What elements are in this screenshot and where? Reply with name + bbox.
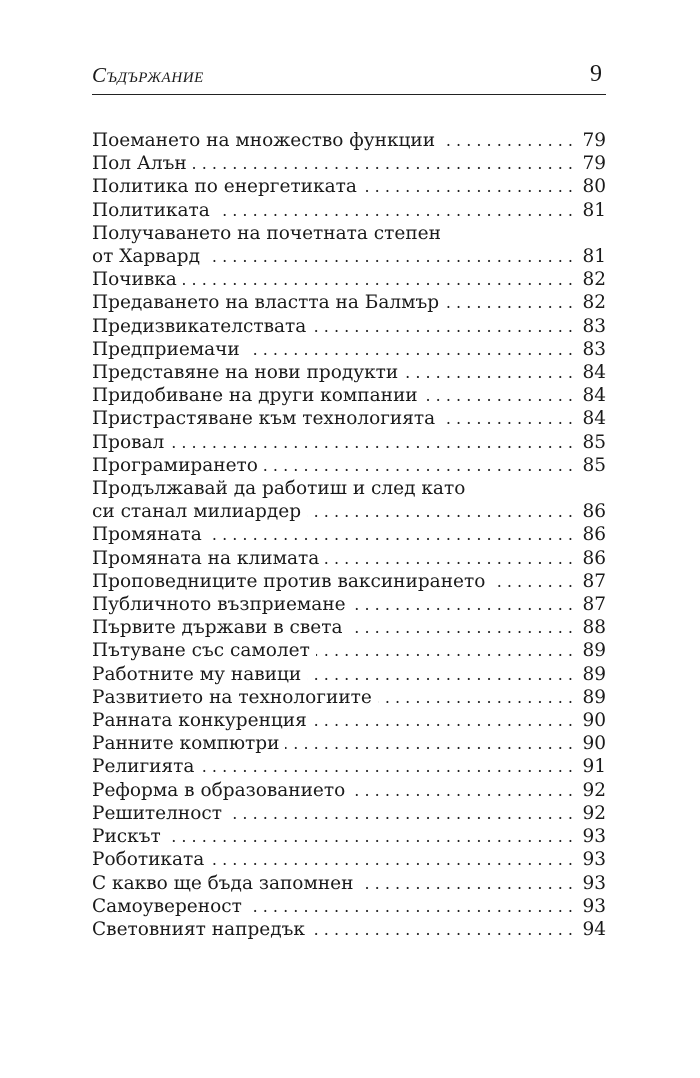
toc-entry bbox=[92, 477, 606, 523]
toc-entry-title: Пол Алън bbox=[92, 152, 193, 175]
toc-entry-page: 90 bbox=[582, 710, 606, 732]
toc-entry-title: Провал bbox=[92, 431, 170, 454]
toc-entry-line bbox=[92, 872, 606, 895]
toc-entry-line bbox=[92, 129, 606, 152]
toc-entry-page: 86 bbox=[582, 524, 606, 546]
toc-entry-title-line: Получаването на почетната степен bbox=[92, 222, 441, 244]
toc-entry bbox=[92, 222, 606, 268]
toc-entry bbox=[92, 848, 606, 871]
toc-entry-title: Рискът bbox=[92, 825, 167, 848]
dot-leader bbox=[208, 523, 573, 546]
dot-leader bbox=[311, 918, 573, 941]
toc-entry-line bbox=[92, 779, 606, 802]
toc-entry bbox=[92, 175, 606, 198]
toc-entry bbox=[92, 454, 606, 477]
toc-entry bbox=[92, 593, 606, 616]
toc-entry-title: Роботиката bbox=[92, 848, 210, 871]
toc-entry-page: 89 bbox=[582, 663, 606, 685]
toc-entry-page: 80 bbox=[582, 176, 606, 198]
toc-entry-page: 86 bbox=[582, 501, 606, 523]
dot-leader bbox=[316, 639, 573, 662]
toc-entry-line bbox=[92, 407, 606, 430]
toc-entry-page: 90 bbox=[582, 733, 606, 755]
toc-entry-line bbox=[92, 291, 606, 314]
dot-leader bbox=[313, 709, 573, 732]
dot-leader bbox=[441, 129, 573, 152]
toc-entry-title: Религията bbox=[92, 755, 200, 778]
dot-leader bbox=[210, 848, 573, 871]
toc-entry-title: Първите държави в света bbox=[92, 616, 349, 639]
toc-entry-title: Пътуване със самолет bbox=[92, 639, 316, 662]
toc-entry-page: 93 bbox=[582, 872, 606, 894]
dot-leader bbox=[264, 454, 573, 477]
toc-entry-page: 92 bbox=[582, 779, 606, 801]
page-number: 9 bbox=[590, 61, 602, 87]
toc-entry bbox=[92, 755, 606, 778]
toc-entry-page: 87 bbox=[582, 570, 606, 592]
toc-entry bbox=[92, 338, 606, 361]
dot-leader bbox=[441, 407, 573, 430]
toc-entry bbox=[92, 523, 606, 546]
toc-entry-page: 81 bbox=[582, 246, 606, 268]
dot-leader bbox=[206, 245, 573, 268]
toc-entry-title: Решителност bbox=[92, 802, 228, 825]
header-rule bbox=[92, 94, 606, 95]
toc-entry-line bbox=[92, 315, 606, 338]
toc-entry bbox=[92, 152, 606, 175]
toc-entry-line bbox=[92, 732, 606, 755]
toc-entry bbox=[92, 431, 606, 454]
toc-entry bbox=[92, 315, 606, 338]
toc-entry-line bbox=[92, 755, 606, 778]
toc-entry-line bbox=[92, 570, 606, 593]
toc-entry-page: 84 bbox=[582, 362, 606, 384]
toc-entry-page: 83 bbox=[582, 338, 606, 360]
toc-entry bbox=[92, 639, 606, 662]
toc-entry bbox=[92, 663, 606, 686]
toc-entry bbox=[92, 570, 606, 593]
toc-entry bbox=[92, 547, 606, 570]
toc-entry bbox=[92, 872, 606, 895]
toc-entry bbox=[92, 779, 606, 802]
toc-entry-line bbox=[92, 245, 606, 268]
toc-entry-line bbox=[92, 895, 606, 918]
toc-entry-line bbox=[92, 709, 606, 732]
dot-leader bbox=[378, 686, 573, 709]
toc-entry-title: Придобиване на други компании bbox=[92, 384, 424, 407]
toc-entry-page: 87 bbox=[582, 594, 606, 616]
toc-entry bbox=[92, 825, 606, 848]
toc-entry bbox=[92, 291, 606, 314]
toc-entry bbox=[92, 361, 606, 384]
toc-entry-title: Пристрастяване към технологията bbox=[92, 407, 441, 430]
toc-entry-line bbox=[92, 686, 606, 709]
dot-leader bbox=[491, 570, 573, 593]
toc-entry-page: 85 bbox=[582, 431, 606, 453]
toc-entry-title: Предизвикателствата bbox=[92, 315, 312, 338]
toc-entry-line bbox=[92, 639, 606, 662]
toc-entry-title: Представяне на нови продукти bbox=[92, 361, 404, 384]
dot-leader bbox=[307, 500, 573, 523]
dot-leader bbox=[170, 431, 573, 454]
toc-entry-title: Промяната bbox=[92, 523, 208, 546]
dot-leader bbox=[193, 152, 573, 175]
toc-entry-page: 83 bbox=[582, 315, 606, 337]
toc-entry-line bbox=[92, 848, 606, 871]
toc-entry bbox=[92, 199, 606, 222]
toc-entry-line bbox=[92, 616, 606, 639]
toc-entry-page: 82 bbox=[582, 292, 606, 314]
dot-leader bbox=[200, 755, 573, 778]
toc-entry-page: 86 bbox=[582, 547, 606, 569]
toc-entry-title: Поемането на множество функции bbox=[92, 129, 441, 152]
toc-entry bbox=[92, 802, 606, 825]
page-header bbox=[92, 62, 606, 96]
toc-entry-page: 89 bbox=[582, 640, 606, 662]
dot-leader bbox=[352, 593, 573, 616]
toc-entry-page: 84 bbox=[582, 408, 606, 430]
toc-entry-line bbox=[92, 523, 606, 546]
dot-leader bbox=[404, 361, 573, 384]
toc-entry-title: Реформа в образованието bbox=[92, 779, 351, 802]
toc-entry-page: 81 bbox=[582, 199, 606, 221]
dot-leader bbox=[351, 779, 573, 802]
table-of-contents bbox=[92, 129, 606, 941]
toc-entry bbox=[92, 616, 606, 639]
toc-entry-title: си станал милиардер bbox=[92, 500, 307, 523]
toc-entry bbox=[92, 732, 606, 755]
toc-entry-line bbox=[92, 199, 606, 222]
toc-entry-page: 93 bbox=[582, 826, 606, 848]
toc-entry-line bbox=[92, 152, 606, 175]
dot-leader bbox=[285, 732, 573, 755]
toc-entry bbox=[92, 686, 606, 709]
dot-leader bbox=[248, 895, 573, 918]
toc-entry-line bbox=[92, 593, 606, 616]
toc-entry-line bbox=[92, 547, 606, 570]
toc-entry-line bbox=[92, 338, 606, 361]
toc-entry-title: Почивка bbox=[92, 268, 183, 291]
running-title: Съдържание bbox=[92, 63, 204, 87]
toc-entry-page: 88 bbox=[582, 617, 606, 639]
toc-entry-title: Световният напредък bbox=[92, 918, 311, 941]
toc-entry-title: Работните му навици bbox=[92, 663, 307, 686]
toc-entry-page: 93 bbox=[582, 895, 606, 917]
toc-entry-title: Предаването на властта на Балмър bbox=[92, 291, 445, 314]
toc-entry bbox=[92, 384, 606, 407]
toc-entry bbox=[92, 895, 606, 918]
toc-entry-title: Предприемачи bbox=[92, 338, 246, 361]
toc-entry-line bbox=[92, 454, 606, 477]
dot-leader bbox=[349, 616, 573, 639]
toc-entry-title-line: Продължавай да работиш и след като bbox=[92, 478, 466, 500]
dot-leader bbox=[183, 268, 573, 291]
dot-leader bbox=[246, 338, 573, 361]
toc-entry bbox=[92, 709, 606, 732]
dot-leader bbox=[363, 175, 573, 198]
toc-entry-page: 82 bbox=[582, 269, 606, 291]
toc-entry-page: 79 bbox=[582, 130, 606, 151]
toc-entry-title: Проповедниците против ваксинирането bbox=[92, 570, 491, 593]
toc-entry-line bbox=[92, 663, 606, 686]
toc-entry bbox=[92, 268, 606, 291]
toc-entry-line bbox=[92, 918, 606, 941]
dot-leader bbox=[325, 547, 573, 570]
toc-entry-line bbox=[92, 384, 606, 407]
toc-entry-line bbox=[92, 361, 606, 384]
toc-entry-title: Ранните компютри bbox=[92, 732, 285, 755]
toc-entry-page: 92 bbox=[582, 802, 606, 824]
toc-entry-title: Политика по енергетиката bbox=[92, 175, 363, 198]
toc-entry-title: Развитието на технологиите bbox=[92, 686, 378, 709]
toc-entry-page: 85 bbox=[582, 454, 606, 476]
dot-leader bbox=[228, 802, 573, 825]
toc-entry-title: Ранната конкуренция bbox=[92, 709, 313, 732]
toc-entry-title: Промяната на климата bbox=[92, 547, 325, 570]
toc-entry-title: Политиката bbox=[92, 199, 216, 222]
dot-leader bbox=[307, 663, 573, 686]
dot-leader bbox=[216, 199, 573, 222]
dot-leader bbox=[445, 291, 573, 314]
dot-leader bbox=[312, 315, 573, 338]
toc-entry-line bbox=[92, 802, 606, 825]
toc-entry-line bbox=[92, 431, 606, 454]
toc-entry-title: Публичното възприемане bbox=[92, 593, 352, 616]
dot-leader bbox=[424, 384, 573, 407]
toc-entry-line bbox=[92, 268, 606, 291]
dot-leader bbox=[359, 872, 573, 895]
toc-entry-page: 93 bbox=[582, 849, 606, 871]
toc-entry-title: от Харвард bbox=[92, 245, 206, 268]
dot-leader bbox=[167, 825, 573, 848]
toc-entry-page: 91 bbox=[582, 756, 606, 778]
toc-entry-line bbox=[92, 825, 606, 848]
toc-entry-page: 89 bbox=[582, 686, 606, 708]
toc-entry-line bbox=[92, 500, 606, 523]
toc-entry-page: 84 bbox=[582, 385, 606, 407]
toc-entry-title: Самоувереност bbox=[92, 895, 248, 918]
toc-entry-line bbox=[92, 175, 606, 198]
toc-entry-title: С какво ще бъда запомнен bbox=[92, 872, 359, 895]
toc-entry bbox=[92, 407, 606, 430]
toc-entry bbox=[92, 918, 606, 941]
toc-entry bbox=[92, 129, 606, 152]
toc-entry-page: 94 bbox=[582, 918, 606, 940]
toc-entry-page: 79 bbox=[582, 153, 606, 175]
toc-entry-title: Програмирането bbox=[92, 454, 264, 477]
